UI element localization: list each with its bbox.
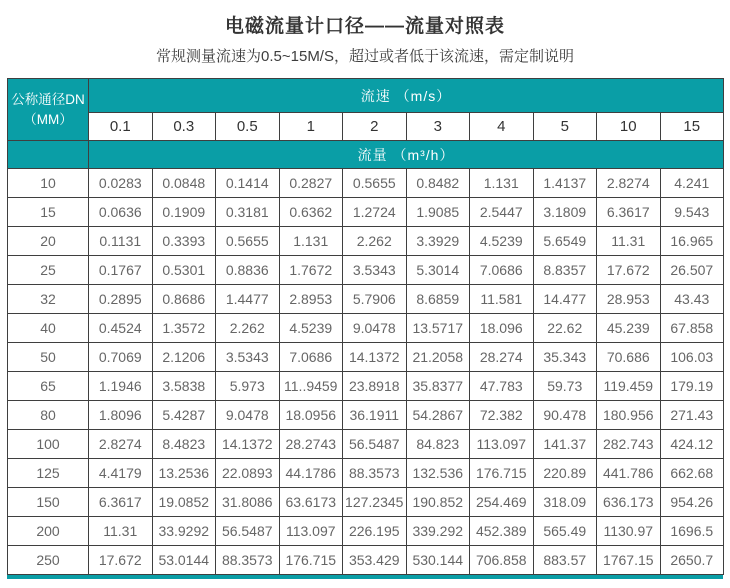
flow-value-cell: 2.8274	[89, 430, 153, 459]
flow-value-cell: 0.1131	[89, 227, 153, 256]
flow-value-cell: 1.4477	[216, 285, 280, 314]
flow-value-cell: 0.6362	[279, 198, 343, 227]
speed-header-cell: 5	[533, 113, 597, 141]
flow-value-cell: 14.1372	[216, 430, 280, 459]
flow-value-cell: 0.5655	[343, 169, 407, 198]
corner-header-dn	[8, 79, 89, 141]
flow-value-cell: 19.0852	[152, 488, 216, 517]
table-row	[8, 546, 724, 575]
flow-value-cell: 141.37	[533, 430, 597, 459]
flow-table-wrapper	[7, 78, 723, 579]
dn-cell: 150	[8, 488, 89, 517]
flow-value-cell: 28.274	[470, 343, 534, 372]
flow-value-cell: 2650.7	[660, 546, 724, 575]
flow-value-cell: 88.3573	[343, 459, 407, 488]
flow-value-cell: 26.507	[660, 256, 724, 285]
flow-value-cell: 3.5343	[216, 343, 280, 372]
flow-value-cell: 6.3617	[597, 198, 661, 227]
flow-value-cell: 9.0478	[343, 314, 407, 343]
flow-value-cell: 14.477	[533, 285, 597, 314]
speed-header-cell: 10	[597, 113, 661, 141]
flow-value-cell: 9.0478	[216, 401, 280, 430]
dn-cell: 100	[8, 430, 89, 459]
dn-cell: 80	[8, 401, 89, 430]
flow-value-cell: 70.686	[597, 343, 661, 372]
flow-value-cell: 23.8918	[343, 372, 407, 401]
flow-value-cell: 53.0144	[152, 546, 216, 575]
corner-header-line1: 公称通径DN	[11, 91, 85, 107]
flow-value-cell: 176.715	[279, 546, 343, 575]
flow-value-cell: 452.389	[470, 517, 534, 546]
flow-value-cell: 127.2345	[343, 488, 407, 517]
flow-value-cell: 254.469	[470, 488, 534, 517]
flow-value-cell: 339.292	[406, 517, 470, 546]
table-row	[8, 198, 724, 227]
flow-value-cell: 22.0893	[216, 459, 280, 488]
flow-value-cell: 84.823	[406, 430, 470, 459]
flow-value-cell: 353.429	[343, 546, 407, 575]
flow-value-cell: 530.144	[406, 546, 470, 575]
flow-value-cell: 9.543	[660, 198, 724, 227]
flow-value-cell: 14.1372	[343, 343, 407, 372]
dn-cell: 40	[8, 314, 89, 343]
dn-cell: 50	[8, 343, 89, 372]
table-row	[8, 488, 724, 517]
speed-header-cell: 4	[470, 113, 534, 141]
flow-value-cell: 1.1946	[89, 372, 153, 401]
flow-value-cell: 190.852	[406, 488, 470, 517]
flow-value-cell: 441.786	[597, 459, 661, 488]
flow-value-cell: 706.858	[470, 546, 534, 575]
flow-value-cell: 954.26	[660, 488, 724, 517]
flow-value-cell: 11.31	[597, 227, 661, 256]
table-row	[8, 285, 724, 314]
flow-value-cell: 176.715	[470, 459, 534, 488]
flow-value-cell: 424.12	[660, 430, 724, 459]
flow-value-cell: 1.7672	[279, 256, 343, 285]
flow-value-cell: 7.0686	[470, 256, 534, 285]
table-row	[8, 401, 724, 430]
flow-value-cell: 3.5838	[152, 372, 216, 401]
flow-value-cell: 90.478	[533, 401, 597, 430]
flow-value-cell: 5.7906	[343, 285, 407, 314]
flow-value-cell: 72.382	[470, 401, 534, 430]
flow-value-cell: 1767.15	[597, 546, 661, 575]
flow-value-cell: 2.5447	[470, 198, 534, 227]
flow-value-cell: 2.8953	[279, 285, 343, 314]
flow-value-cell: 883.57	[533, 546, 597, 575]
table-row	[8, 169, 724, 198]
flow-value-cell: 318.09	[533, 488, 597, 517]
dn-cell: 32	[8, 285, 89, 314]
flow-value-cell: 2.262	[216, 314, 280, 343]
flow-value-cell: 43.43	[660, 285, 724, 314]
flow-value-cell: 63.6173	[279, 488, 343, 517]
flow-value-cell: 5.6549	[533, 227, 597, 256]
flow-value-cell: 0.3393	[152, 227, 216, 256]
flow-value-cell: 28.953	[597, 285, 661, 314]
flow-value-cell: 6.3617	[89, 488, 153, 517]
flow-value-cell: 0.7069	[89, 343, 153, 372]
flow-value-cell: 7.0686	[279, 343, 343, 372]
flow-value-cell: 5.3014	[406, 256, 470, 285]
flow-value-cell: 0.8836	[216, 256, 280, 285]
flow-value-cell: 28.2743	[279, 430, 343, 459]
flow-value-cell: 0.5301	[152, 256, 216, 285]
flow-value-cell: 4.5239	[279, 314, 343, 343]
corner-header-line2: （MM）	[23, 111, 73, 127]
speed-header-cell: 0.1	[89, 113, 153, 141]
flow-value-cell: 33.9292	[152, 517, 216, 546]
table-row	[8, 343, 724, 372]
flow-value-cell: 18.096	[470, 314, 534, 343]
flow-value-cell: 17.672	[89, 546, 153, 575]
table-row	[8, 372, 724, 401]
flow-value-cell: 8.8357	[533, 256, 597, 285]
dn-cell: 25	[8, 256, 89, 285]
flow-value-cell: 1.3572	[152, 314, 216, 343]
flow-value-cell: 35.8377	[406, 372, 470, 401]
dn-cell: 200	[8, 517, 89, 546]
flow-value-cell: 18.0956	[279, 401, 343, 430]
flow-value-cell: 0.1414	[216, 169, 280, 198]
flow-value-cell: 11.581	[470, 285, 534, 314]
flow-value-cell: 35.343	[533, 343, 597, 372]
flow-value-cell: 21.2058	[406, 343, 470, 372]
flow-value-cell: 31.8086	[216, 488, 280, 517]
flow-value-cell: 662.68	[660, 459, 724, 488]
flow-value-cell: 4.5239	[470, 227, 534, 256]
table-row	[8, 517, 724, 546]
table-row	[8, 256, 724, 285]
speed-header-cell: 3	[406, 113, 470, 141]
table-row	[8, 430, 724, 459]
flow-value-cell: 0.8686	[152, 285, 216, 314]
dn-cell: 15	[8, 198, 89, 227]
flow-value-cell: 11..9459	[279, 372, 343, 401]
speed-header-cell: 0.5	[216, 113, 280, 141]
flow-value-cell: 13.2536	[152, 459, 216, 488]
table-row	[8, 314, 724, 343]
flow-value-cell: 44.1786	[279, 459, 343, 488]
flow-value-cell: 5.4287	[152, 401, 216, 430]
flow-value-cell: 3.3929	[406, 227, 470, 256]
flow-value-cell: 3.1809	[533, 198, 597, 227]
speed-header-cell: 15	[660, 113, 724, 141]
flow-value-cell: 8.4823	[152, 430, 216, 459]
flow-value-cell: 0.3181	[216, 198, 280, 227]
speed-values-row	[8, 113, 724, 141]
flow-value-cell: 106.03	[660, 343, 724, 372]
flow-value-cell: 3.5343	[343, 256, 407, 285]
flow-value-cell: 8.6859	[406, 285, 470, 314]
flow-value-cell: 2.262	[343, 227, 407, 256]
flow-value-cell: 180.956	[597, 401, 661, 430]
flow-value-cell: 1.8096	[89, 401, 153, 430]
flow-value-cell: 54.2867	[406, 401, 470, 430]
flow-value-cell: 0.0283	[89, 169, 153, 198]
flow-value-cell: 1.131	[279, 227, 343, 256]
table-row	[8, 459, 724, 488]
flow-value-cell: 1130.97	[597, 517, 661, 546]
flow-value-cell: 4.241	[660, 169, 724, 198]
flow-value-cell: 67.858	[660, 314, 724, 343]
flow-value-cell: 0.1909	[152, 198, 216, 227]
corner-empty-cell	[8, 141, 89, 169]
dn-cell: 125	[8, 459, 89, 488]
flow-value-cell: 5.973	[216, 372, 280, 401]
speed-header-cell: 0.3	[152, 113, 216, 141]
flow-value-cell: 88.3573	[216, 546, 280, 575]
flow-value-cell: 59.73	[533, 372, 597, 401]
flow-value-cell: 565.49	[533, 517, 597, 546]
dn-cell: 20	[8, 227, 89, 256]
flow-value-cell: 16.965	[660, 227, 724, 256]
page-subtitle: 常规测量流速为0.5~15M/S，超过或者低于该流速，需定制说明	[156, 48, 574, 65]
flow-value-cell: 2.1206	[152, 343, 216, 372]
flow-value-cell: 271.43	[660, 401, 724, 430]
flow-value-cell: 113.097	[470, 430, 534, 459]
flow-value-cell: 119.459	[597, 372, 661, 401]
speed-header-cell: 1	[279, 113, 343, 141]
flow-value-cell: 36.1911	[343, 401, 407, 430]
dn-cell: 10	[8, 169, 89, 198]
flow-value-cell: 0.2827	[279, 169, 343, 198]
flow-value-cell: 47.783	[470, 372, 534, 401]
flow-value-cell: 1.131	[470, 169, 534, 198]
flow-value-cell: 0.8482	[406, 169, 470, 198]
flow-comparison-table	[7, 78, 724, 575]
flow-value-cell: 0.0848	[152, 169, 216, 198]
dn-cell: 250	[8, 546, 89, 575]
flow-value-cell: 0.1767	[89, 256, 153, 285]
flow-value-cell: 1.2724	[343, 198, 407, 227]
flow-value-cell: 22.62	[533, 314, 597, 343]
flow-band-header: 流量 （m³/h）	[89, 141, 724, 169]
flow-value-cell: 0.0636	[89, 198, 153, 227]
flow-value-cell: 1.9085	[406, 198, 470, 227]
flow-value-cell: 1.4137	[533, 169, 597, 198]
flow-value-cell: 282.743	[597, 430, 661, 459]
flow-value-cell: 56.5487	[216, 517, 280, 546]
flow-value-cell: 113.097	[279, 517, 343, 546]
page-title: 电磁流量计口径——流量对照表	[224, 16, 505, 37]
flow-value-cell: 4.4179	[89, 459, 153, 488]
flow-value-cell: 226.195	[343, 517, 407, 546]
dn-cell: 65	[8, 372, 89, 401]
flow-value-cell: 11.31	[89, 517, 153, 546]
flow-value-cell: 13.5717	[406, 314, 470, 343]
speed-band-header: 流速 （m/s）	[89, 79, 724, 113]
flow-value-cell: 17.672	[597, 256, 661, 285]
flow-value-cell: 2.8274	[597, 169, 661, 198]
flow-value-cell: 1696.5	[660, 517, 724, 546]
flow-value-cell: 0.5655	[216, 227, 280, 256]
flow-value-cell: 132.536	[406, 459, 470, 488]
table-row	[8, 227, 724, 256]
flow-value-cell: 45.239	[597, 314, 661, 343]
flow-value-cell: 636.173	[597, 488, 661, 517]
flow-value-cell: 220.89	[533, 459, 597, 488]
flow-value-cell: 0.2895	[89, 285, 153, 314]
flow-value-cell: 179.19	[660, 372, 724, 401]
flow-value-cell: 56.5487	[343, 430, 407, 459]
table-body	[8, 169, 724, 575]
speed-header-cell: 2	[343, 113, 407, 141]
flow-value-cell: 0.4524	[89, 314, 153, 343]
